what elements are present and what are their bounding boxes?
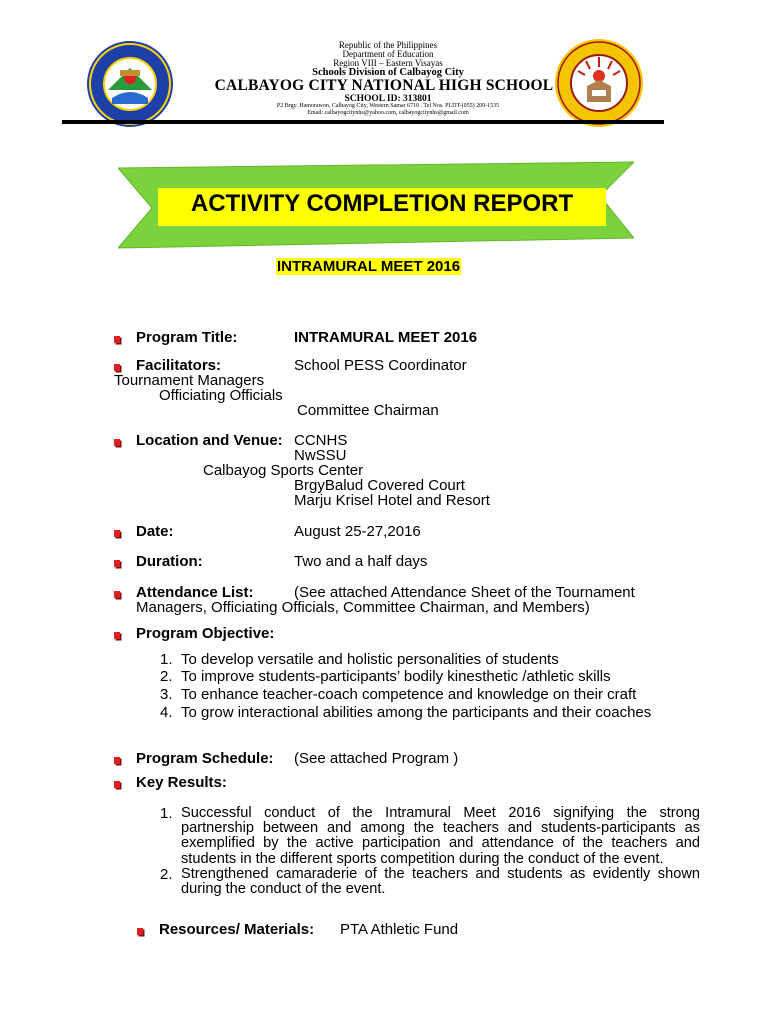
bullet-icon <box>137 928 143 935</box>
bullet-icon <box>114 439 120 446</box>
header-region: Region VIII – Eastern Visayas <box>333 58 443 68</box>
bullet-icon <box>114 781 120 788</box>
bullet-icon <box>114 632 120 639</box>
facilitators-label: Facilitators: <box>136 357 222 374</box>
objective-item: To grow interactional abilities among the participants and their coaches <box>181 704 652 721</box>
date-label: Date: <box>136 523 174 540</box>
bullet-icon <box>114 336 120 343</box>
bullet-icon <box>114 364 120 371</box>
objective-number: 2. <box>160 668 173 685</box>
location-item: BrgyBalud Covered Court <box>294 477 465 494</box>
objective-item: To improve students-participants’ bodily kinesthetic /athletic skills <box>181 668 611 685</box>
objective-item: To enhance teacher-coach competence and knowledge on their craft <box>181 686 637 703</box>
objective-label: Program Objective: <box>136 625 275 642</box>
program-title-label: Program Title: <box>136 329 238 346</box>
resources-value: PTA Athletic Fund <box>340 921 459 938</box>
subtitle: INTRAMURAL MEET 2016 <box>277 258 461 275</box>
date-value: August 25-27,2016 <box>294 523 421 540</box>
duration-value: Two and a half days <box>294 553 428 570</box>
header-divider <box>62 120 664 124</box>
objective-number: 1. <box>160 651 173 668</box>
key-results-label: Key Results: <box>136 774 227 791</box>
location-item: NwSSU <box>294 447 347 464</box>
facilitator-item: Officiating Officials <box>159 387 283 404</box>
bullet-icon <box>114 560 120 567</box>
attendance-value-cont: Managers, Officiating Officials, Committee Chairman, and Members) <box>136 599 590 616</box>
facilitator-item: Tournament Managers <box>114 372 265 389</box>
program-title-value: INTRAMURAL MEET 2016 <box>294 329 478 346</box>
objective-number: 4. <box>160 704 173 721</box>
header-republic: Republic of the Philippines <box>338 40 438 50</box>
location-item: Marju Krisel Hotel and Resort <box>294 492 490 509</box>
schedule-value: (See attached Program ) <box>294 750 459 767</box>
objective-item: To develop versatile and holistic personalities of students <box>181 651 559 668</box>
key-result-number: 1. <box>160 805 173 822</box>
key-result-item: Strengthened camaraderie of the teachers and students as evidently shown during the conduct of the event. <box>181 866 700 898</box>
attendance-label: Attendance List: <box>136 584 254 601</box>
bullet-icon <box>114 530 120 537</box>
location-label: Location and Venue: <box>136 432 283 449</box>
schedule-label: Program Schedule: <box>136 750 274 767</box>
header-division: Schools Division of Calbayog City <box>312 67 464 78</box>
location-item: Calbayog Sports Center <box>203 462 364 479</box>
school-email: Email: calbayogcitynhs@yahoo.com, calbayogcitynhs@gmail.com <box>307 110 469 116</box>
header-department: Department of Education <box>342 49 434 59</box>
location-item: CCNHS <box>294 432 348 449</box>
attendance-value: (See attached Attendance Sheet of the Tournament <box>294 584 635 601</box>
facilitator-item: Committee Chairman <box>297 402 439 419</box>
bullet-icon <box>114 591 120 598</box>
school-id: SCHOOL ID: 313801 <box>344 94 432 104</box>
duration-label: Duration: <box>136 553 203 570</box>
bullet-icon <box>114 757 120 764</box>
key-result-number: 2. <box>160 866 173 883</box>
report-title: ACTIVITY COMPLETION REPORT <box>190 190 574 217</box>
school-name: CALBAYOG CITY NATIONAL HIGH SCHOOL <box>214 77 554 94</box>
key-result-item: Successful conduct of the Intramural Meet 2016 signifying the strong partnership between and among the teachers and students-participants as exemplified by the active participation and attendance of the teachers and students in the different sports competition during the conduct of the event. <box>181 805 700 867</box>
facilitator-item: School PESS Coordinator <box>294 357 467 374</box>
resources-label: Resources/ Materials: <box>159 921 315 938</box>
objective-number: 3. <box>160 686 173 703</box>
school-address: P2 Brgy. Hamorawon, Calbayog City, Western Samar 6710 . Tel Nos. PLDT-(055) 209-1535 <box>276 103 500 109</box>
